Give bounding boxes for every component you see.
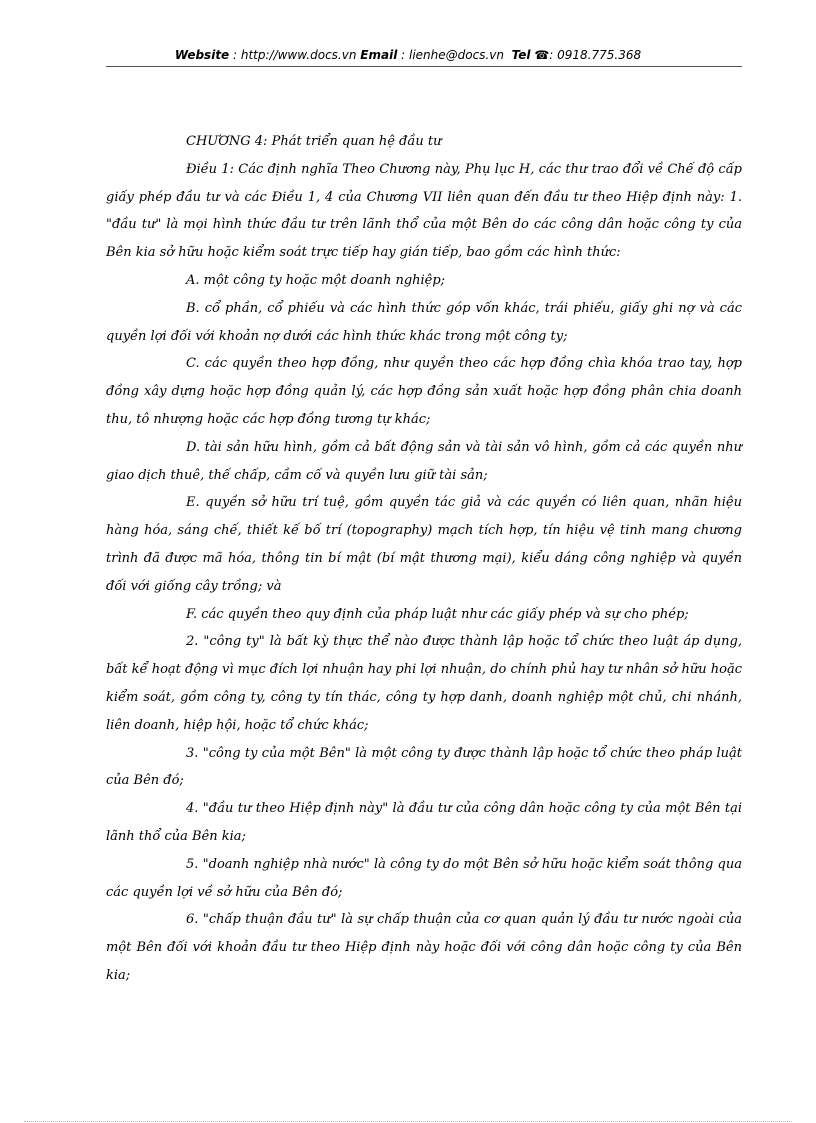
paragraph: C. các quyền theo hợp đồng, như quyền theo các hợp đồng chìa khóa trao tay, hợp đồng xây dựng hoặc hợp đồng quản lý, các hợp đồng sản xuất hoặc hợp đồng phân chia doanh thu, tô nhượng hoặc các hợp đồng tương tự khác; xyxy=(106,356,742,427)
paragraph: B. cổ phần, cổ phiếu và các hình thức góp vốn khác, trái phiếu, giấy ghi nợ và các quyền lợi đối với khoản nợ dưới các hình thức khác trong một công ty; xyxy=(106,300,742,344)
paragraph: 6. "chấp thuận đầu tư" là sự chấp thuận của cơ quan quản lý đầu tư nước ngoài của một Bên đối với khoản đầu tư theo Hiệp định này hoặc đối với công dân hoặc công ty của Bên kia; xyxy=(106,912,742,983)
document-body xyxy=(106,128,742,990)
paragraph: 4. "đầu tư theo Hiệp định này" là đầu tư của công dân hoặc công ty của một Bên tại lãnh thổ của Bên kia; xyxy=(106,801,742,844)
chapter-title: CHƯƠNG 4: Phát triển quan hệ đầu tư xyxy=(186,134,442,149)
page-header xyxy=(0,46,816,64)
email-label: Email xyxy=(360,48,398,62)
email-value: lienhe@docs.vn xyxy=(408,48,504,62)
paragraph: Điều 1: Các định nghĩa Theo Chương này, Phụ lục H, các thư trao đổi về Chế độ cấp giấy phép đầu tư và các Điều 1, 4 của Chương VII liên quan đến đầu tư theo Hiệp định này: 1. "đầu tư" là mọi hình thức đầu tư trên lãnh thổ của một Bên do các công dân hoặc công ty của Bên kia sở hữu hoặc kiểm soát trực tiếp hay gián tiếp, bao gồm các hình thức: xyxy=(106,161,742,261)
paragraph: E. quyền sở hữu trí tuệ, gồm quyền tác giả và các quyền có liên quan, nhãn hiệu hàng hóa, sáng chế, thiết kế bố trí (topography) mạch tích hợp, tín hiệu vệ tinh mang chương trình đã được mã hóa, thông tin bí mật (bí mật thương mại), kiểu dáng công nghiệp và quyền đối với giống cây trồng; và xyxy=(106,495,742,594)
footer-divider xyxy=(24,1121,792,1122)
paragraph: D. tài sản hữu hình, gồm cả bất động sản và tài sản vô hình, gồm cả các quyền như giao dịch thuê, thế chấp, cầm cố và quyền lưu giữ tài sản; xyxy=(106,439,742,483)
website-separator: : xyxy=(229,48,241,62)
tel-label: Tel xyxy=(511,48,531,62)
paragraph: 2. "công ty" là bất kỳ thực thể nào được thành lập hoặc tổ chức theo luật áp dụng, bất kể hoạt động vì mục đích lợi nhuận hay phi lợi nhuận, do chính phủ hay tư nhân sở hữu hoặc kiểm soát, gồm công ty, công ty tín thác, công ty hợp danh, doanh nghiệp một chủ, chi nhánh, liên doanh, hiệp hội, hoặc tổ chức khác; xyxy=(106,634,742,733)
paragraph: A. một công ty hoặc một doanh nghiệp; xyxy=(186,272,446,288)
paragraph: 3. "công ty của một Bên" là một công ty được thành lập hoặc tổ chức theo pháp luật của Bên đó; xyxy=(106,745,742,789)
website-label: Website xyxy=(174,48,230,62)
phone-icon: ☎ xyxy=(534,48,550,62)
email-separator: : xyxy=(397,48,409,62)
tel-value: : 0918.775.368 xyxy=(549,48,642,62)
header-divider xyxy=(106,66,742,67)
website-url: http://www.docs.vn xyxy=(240,48,357,62)
paragraph: 5. "doanh nghiệp nhà nước" là công ty do một Bên sở hữu hoặc kiểm soát thông qua các quyền lợi về sở hữu của Bên đó; xyxy=(106,856,742,900)
paragraph: F. các quyền theo quy định của pháp luật như các giấy phép và sự cho phép; xyxy=(186,606,689,622)
